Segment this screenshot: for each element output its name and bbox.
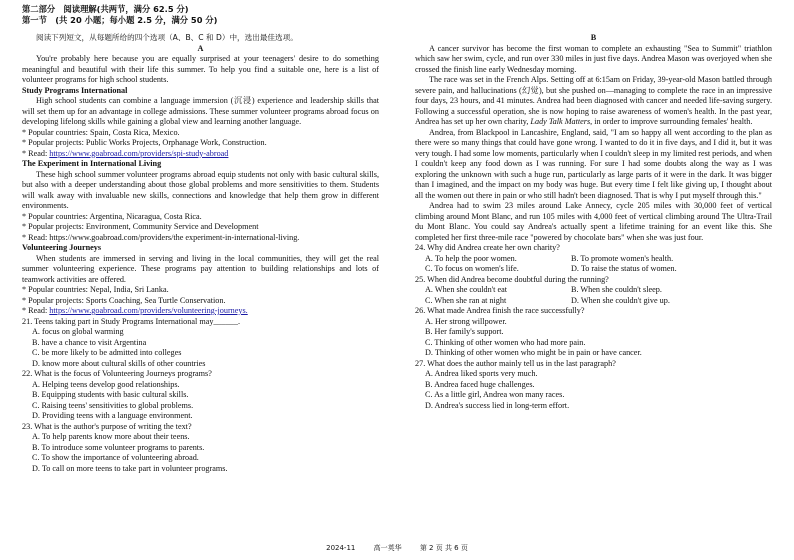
program-link[interactable]: https://www.goabroad.com/providers/volunteering-journeys. xyxy=(49,306,248,315)
program-countries: * Popular countries: Argentina, Nicaragua, Costa Rica. xyxy=(22,211,202,221)
program-desc: When students are immersed in serving and living in the local communities, they will get the real summer volunteering experience. These programs pay attention to building relationships and lots of teamwork activities are offered. xyxy=(22,253,379,284)
program-title: Study Programs International xyxy=(22,85,128,95)
question-stem: 23. What is the author's purpose of writing the text? xyxy=(22,421,192,431)
question-option: C. Thinking of other women who had more pain. xyxy=(425,337,586,347)
program-read xyxy=(22,233,379,244)
question-option: B. Andrea faced huge challenges. xyxy=(425,379,535,389)
passage-b-p3: Andrea, from Blackpool in Lancashire, England, said, "I am so happy all went according to the plan as there were so many things that could have gone wrong. I wanted to do it in five days, and I did it, but it was very tough. I had some low moments, particularly when I couldn't sleep in my limited rest periods, and when I couldn't keep any food down as I was running. For sure I had some doubts along the way as I was exploring the unknown with such a huge run, particularly as large parts of it were in the dark. It was bigger than I imagined, and the impact on my body was huge. But every time I felt like giving up, I thought about all the women out there in pain or who still hadn't been diagnosed. That is why I put myself through this." xyxy=(415,127,772,200)
left-column xyxy=(22,33,379,474)
program-countries: * Popular countries: Spain, Costa Rica, Mexico. xyxy=(22,127,180,137)
question-option: A. To help the poor women. xyxy=(425,253,517,263)
question-stem: 25. When did Andrea become doubtful during the running? xyxy=(415,274,609,284)
passage-a-letter: A xyxy=(197,43,204,53)
question-option: D. know more about cultural skills of other countries xyxy=(32,358,206,368)
question-stem: 27. What does the author mainly tell us in the last paragraph? xyxy=(415,358,616,368)
question-option: D. When she couldn't give up. xyxy=(571,295,670,305)
program-link-plain: https://www.goabroad.com/providers/the experiment-in-international-living. xyxy=(49,232,300,242)
question-option: A. focus on global warming xyxy=(32,327,124,336)
question-option: A. Helping teens develop good relationships. xyxy=(32,379,180,389)
read-label: * Read: xyxy=(22,148,50,158)
program-desc: These high school summer volunteer programs abroad equip students not only with basic cultural skills, but also with a deeper understanding about those global problems and more sensitivities to them. Students will walk away with invaluable new skills, connections and knowledge that help them grow in different environments. xyxy=(22,169,379,210)
option-row xyxy=(415,264,772,275)
passage-b-p4: Andrea had to swim 23 miles around Lake Annecy, cycle 205 miles with 30,000 feet of vertical climbing around Mont Blanc, and run 105 miles with 4,000 feet of vertical climbing around The Ultra-Trail du Mont Blanc. You could say Andrea's actually spent a lifetime training for an event like this. She completed her first three-mile race "powered by chocolate bars" when she was just four. xyxy=(415,201,772,242)
instruction-text: 阅读下列短文，从每题所给的四个选项（A、B、C 和 D）中，选出最佳选项。 xyxy=(36,33,298,42)
passage-b-p1: A cancer survivor has become the first woman to complete an exhausting "Sea to Summit" triathlon which saw her swim, cycle, and run over 330 miles in just five days. Andrea Mason was overjoyed when she crossed the finish line early Wednesday morning. xyxy=(415,43,772,74)
section-heading: 第一节 (共 20 小题；每小题 2.5 分，满分 50 分) xyxy=(22,15,218,25)
footer-date: 2024-11 xyxy=(326,544,356,552)
option-row xyxy=(415,296,772,307)
question-option: C. To show the importance of volunteering abroad. xyxy=(32,453,199,462)
p2-text: The race was set in the French Alps. Setting off at 6:15am on Friday, 39-year-old Mason battled through severe pain, and hallucinations (幻觉), but she pushed on—managing to complete the race in an impressive four days, 23 hours, and 41 minutes. Andrea had been diagnosed with cancer and needed life-saving surgery. Following a successful operation, she is now hoping to raise awareness of women's health. In the past year, Andrea has set up her own charity, xyxy=(415,75,772,126)
question-option: B. Her family's support. xyxy=(425,327,504,336)
read-label: * Read: xyxy=(22,232,50,242)
option-row xyxy=(415,254,772,265)
part-heading: 第二部分 阅读理解(共两节，满分 62.5 分) xyxy=(22,4,189,14)
question-option: D. Andrea's success lied in long-term effort. xyxy=(425,400,570,410)
question-option: A. Andrea liked sports very much. xyxy=(425,369,538,378)
program-title: The Experiment in International Living xyxy=(22,159,162,168)
option-row xyxy=(415,285,772,296)
question-option: B. When she couldn't sleep. xyxy=(571,285,662,294)
question-stem: 21. Teens taking part in Study Programs International may______. xyxy=(22,316,241,326)
question-option: A. When she couldn't eat xyxy=(425,285,508,294)
program-countries: * Popular countries: Nepal, India, Sri Lanka. xyxy=(22,285,169,294)
question-stem: 22. What is the focus of Volunteering Journeys programs? xyxy=(22,369,212,378)
question-option: C. be more likely to be admitted into colleges xyxy=(32,348,182,357)
question-option: D. To call on more teens to take part in volunteer programs. xyxy=(32,463,228,473)
question-option: C. As a little girl, Andrea won many races. xyxy=(425,390,565,399)
p2-text-end: , in order to improve surrounding females' health. xyxy=(590,117,753,126)
program-projects: * Popular projects: Public Works Projects, Orphanage Work, Construction. xyxy=(22,138,267,147)
question-option: A. Her strong willpower. xyxy=(425,316,507,326)
question-option: D. Thinking of other women who might be in pain or have cancer. xyxy=(425,348,642,357)
passage-b-p2 xyxy=(415,75,772,128)
question-option: B. have a chance to visit Argentina xyxy=(32,337,147,347)
question-option: B. To introduce some volunteer programs to parents. xyxy=(32,442,205,452)
program-desc: High school students can combine a language immersion (沉浸) experience and leadership skills that will set them up for an advantage in college admissions. These summer volunteer programs abroad focus on developing lifelong skills while gaining a global view and learning another language. xyxy=(22,96,379,126)
question-option: C. When she ran at night xyxy=(425,295,507,305)
right-column xyxy=(415,33,772,411)
program-read xyxy=(22,306,379,317)
footer-page: 第 2 页 共 6 页 xyxy=(419,544,468,552)
program-link[interactable]: https://www.goabroad.com/providers/spi-study-abroad xyxy=(49,148,229,158)
question-option: B. Equipping students with basic cultural skills. xyxy=(32,390,189,399)
question-stem: 24. Why did Andrea create her own charity? xyxy=(415,243,560,252)
program-projects: * Popular projects: Environment, Community Service and Development xyxy=(22,222,259,231)
charity-name: Lady Talk Matters xyxy=(530,117,591,126)
question-stem: 26. What made Andrea finish the race successfully? xyxy=(415,306,585,315)
question-option: D. Providing teens with a language environment. xyxy=(32,411,193,420)
passage-b-letter: B xyxy=(590,33,597,42)
program-read xyxy=(22,149,379,160)
question-option: C. To focus on women's life. xyxy=(425,264,519,273)
read-label: * Read: xyxy=(22,306,50,315)
program-title: Volunteering Journeys xyxy=(22,243,102,252)
question-option: A. To help parents know more about their teens. xyxy=(32,432,190,441)
page-footer xyxy=(0,543,794,553)
question-option: D. To raise the status of women. xyxy=(571,264,677,273)
question-option: C. Raising teens' sensitivities to global problems. xyxy=(32,400,194,410)
question-option: B. To promote women's health. xyxy=(571,253,674,263)
footer-grade: 高一英华 xyxy=(373,544,402,552)
passage-a-intro: You're probably here because you are equally surprised at your teenagers' desire to do something meaningful and beautiful with their life this summer. To help you find a suitable one, here is a list of volunteer programs for high school students. xyxy=(22,54,379,84)
program-projects: * Popular projects: Sports Coaching, Sea Turtle Conservation. xyxy=(22,295,226,305)
